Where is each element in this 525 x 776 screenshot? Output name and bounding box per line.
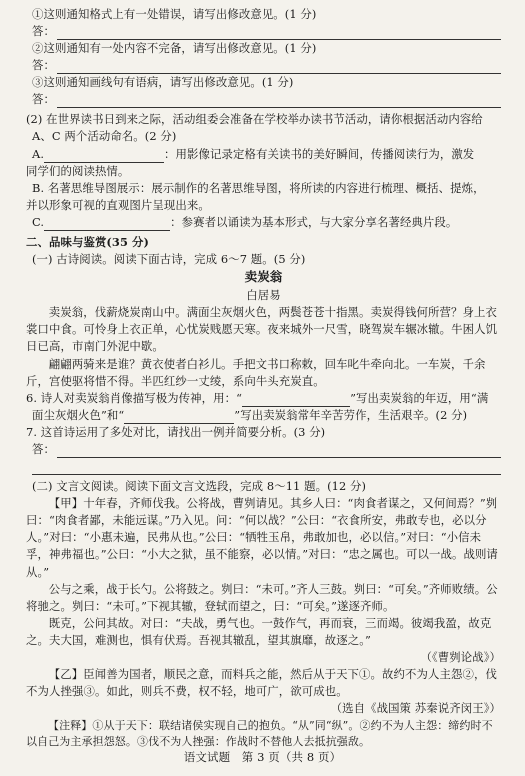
q6-blank-2[interactable] (124, 411, 234, 424)
q6-text-b: ”写出卖炭翁的年迈，用“满 (350, 390, 489, 405)
q6-text-c: 面尘灰烟火色”和“ (32, 407, 125, 422)
q2-c-label: C. (32, 214, 45, 229)
q6-text-d: ”写出卖炭翁常年辛苦劳作，生活艰辛。(2 分) (234, 407, 468, 422)
text-jia-paragraph-2: 公与之乘，战于长勺。公将鼓之。刿曰：“未可。”齐人三鼓。刿曰：“可矣。”齐师败绩。公将驰之。刿曰：“未可。”下视其辙，登轼而望之，曰：“可矣。”遂逐齐师。 (26, 581, 498, 613)
q2-item-a (26, 146, 501, 163)
q2-item-c (26, 214, 501, 231)
poem-subsection: (一) 古诗阅读。阅读下面古诗，完成 6～7 题。(5 分) (32, 252, 306, 267)
q2-a-blank[interactable] (44, 150, 164, 163)
q2-stem-1: (2) 在世界读书日到来之际，活动组委会准备在学校举办读书节活动，请你根据活动内容给 (26, 112, 483, 127)
q1-answer-line-2[interactable] (26, 57, 501, 74)
q2-c-desc: ：参赛者以诵读为基本形式，与大家分享名著经典片段。 (170, 214, 458, 229)
q7-stem: 7. 这首诗运用了多处对比，请找出一例并简要分析。(3 分) (26, 424, 326, 439)
q2-c-blank[interactable] (44, 218, 170, 231)
answer-label: 答： (32, 92, 55, 107)
q7-answer-line-2[interactable] (26, 458, 501, 475)
q2-a-desc: ：用影像记录定格有关读书的美好瞬间，传播阅读行为，激发 (164, 146, 475, 161)
q6-blank-1[interactable] (242, 394, 350, 407)
text-jia-paragraph-1: 【甲】十年春，齐师伐我。公将战，曹刿请见。其乡人曰：“肉食者谋之，又何间焉？”刿曰：“肉食者鄙，未能远谋。”乃入见。问：“何以战？”公曰：“衣食所安，弗敢专也，必以分人。”对曰：“小惠未遍，民弗从也。”公曰：“牺牲玉帛，弗敢加也，必以信。”对曰：“小信未孚，神弗福也。”公曰：“小大之狱，虽不能察，必以情。”对曰：“忠之属也。可以一战。战则请从。” (26, 496, 498, 579)
q1-item2: ②这则通知有一处内容不完备，请写出修改意见。(1 分) (32, 41, 317, 56)
q1-item1: ①这则通知格式上有一处错误，请写出修改意见。(1 分) (32, 7, 317, 21)
q1-answer-line-1[interactable] (26, 23, 501, 40)
classical-subsection: (二) 文言文阅读。阅读下面文言文选段，完成 8～11 题。(12 分) (32, 479, 367, 494)
q1-item3: ③这则通知画线句有语病，请写出修改意见。(1 分) (32, 75, 294, 90)
poem-author: 白居易 (246, 288, 281, 303)
q2-item-b-2: 并以形象可视的直观图片呈现出来。 (26, 197, 210, 212)
q2-a-desc-2: 同学们的阅读热情。 (26, 163, 130, 178)
answer-label: 答： (32, 24, 55, 38)
q2-a-label: A. (32, 146, 45, 161)
q2-item-b-1: B. 名著思维导图展示：展示制作的名著思维导图，将所读的内容进行梳理、概括、提炼， (32, 180, 485, 195)
section-heading: 二、品味与鉴赏(35 分) (26, 235, 150, 250)
answer-label: 答： (32, 441, 55, 456)
text-jia-paragraph-3: 既克，公问其故。对曰：“夫战，勇气也。一鼓作气，再而衰，三而竭。彼竭我盈，故克之。夫大国，难测也，惧有伏焉。吾视其辙乱，望其旗靡，故逐之。” (26, 615, 492, 648)
annotation-note: 【注释】①从于天下：联结诸侯实现自己的抱负。“从”同“纵”。②约不为人主怨：缔约时不以自己为主承担怨怒。③伐不为人挫强：作战时不替他人去抵抗强敌。 (26, 718, 493, 749)
poem-paragraph-1: 卖炭翁，伐薪烧炭南山中。满面尘灰烟火色，两鬓苍苍十指黑。卖炭得钱何所营？身上衣裳口中食。可怜身上衣正单，心忧炭贱愿天寒。夜来城外一尺雪，晓驾炭车辗冰辙。牛困人饥日已高，市南门外泥中歇。 (26, 305, 498, 354)
q6-line-1 (26, 390, 501, 407)
q1-answer-line-3[interactable] (26, 91, 501, 108)
poem-title: 卖炭翁 (244, 269, 283, 285)
q7-answer-line-1[interactable] (26, 441, 501, 458)
text-yi-paragraph: 【乙】臣闻善为国者，顺民之意，而料兵之能，然后从于天下①。故约不为人主怨②，伐不为人挫强③。如此，则兵不费，权不轻，地可广，欲可成也。 (26, 667, 497, 699)
q6-text-a: 6. 诗人对卖炭翁肖像描写极为传神，用：“ (26, 390, 243, 405)
text-jia-source: （《曹刿论战》） (420, 650, 501, 665)
answer-label: 答： (32, 58, 55, 73)
poem-paragraph-2: 翩翩两骑来是谁？黄衣使者白衫儿。手把文书口称敕，回车叱牛牵向北。一车炭，千余斤，宫使驱将惜不得。半匹红纱一丈绫，系向牛头充炭直。 (26, 356, 486, 388)
q2-stem-2: A、C 两个活动命名。(2 分) (32, 129, 177, 144)
q6-line-2 (26, 407, 501, 424)
text-yi-source: （选自《战国策 苏秦说齐闵王》） (330, 701, 501, 716)
page-footer: 语文试题 第 3 页（共 8 页） (183, 749, 342, 764)
